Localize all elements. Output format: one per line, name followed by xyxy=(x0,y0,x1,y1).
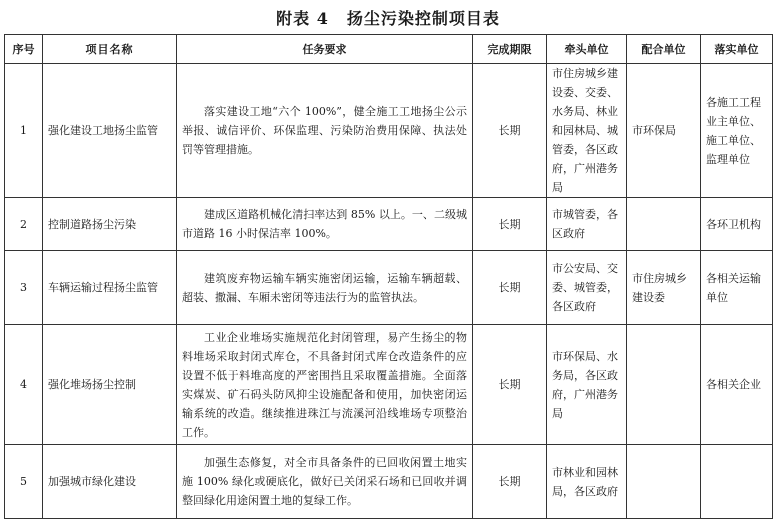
header-implement: 落实单位 xyxy=(701,35,773,64)
row-name: 强化建设工地扬尘监管 xyxy=(43,64,177,198)
header-cooperate: 配合单位 xyxy=(627,35,701,64)
row-lead: 市公安局、交委、城管委，各区政府 xyxy=(547,251,627,325)
row-index: 2 xyxy=(5,198,43,251)
header-lead: 牵头单位 xyxy=(547,35,627,64)
row-name: 强化堆场扬尘控制 xyxy=(43,325,177,445)
row-period: 长期 xyxy=(473,64,547,198)
table-row xyxy=(5,64,773,198)
table-row xyxy=(5,445,773,519)
row-implement xyxy=(701,445,773,519)
row-cooperate: 市住房城乡建设委 xyxy=(627,251,701,325)
row-cooperate xyxy=(627,325,701,445)
row-requirement: 建成区道路机械化清扫率达到 85% 以上。一、二级城市道路 16 小时保洁率 100%。 xyxy=(177,198,473,251)
title-prefix: 附表 4 xyxy=(276,9,329,28)
header-period: 完成期限 xyxy=(473,35,547,64)
page-title xyxy=(0,6,776,29)
row-cooperate xyxy=(627,445,701,519)
header-index: 序号 xyxy=(5,35,43,64)
row-cooperate: 市环保局 xyxy=(627,64,701,198)
table-row xyxy=(5,198,773,251)
row-implement: 各环卫机构 xyxy=(701,198,773,251)
header-requirement: 任务要求 xyxy=(177,35,473,64)
row-name: 控制道路扬尘污染 xyxy=(43,198,177,251)
row-period: 长期 xyxy=(473,325,547,445)
row-index: 5 xyxy=(5,445,43,519)
row-index: 1 xyxy=(5,64,43,198)
row-requirement: 落实建设工地“六个 100%”，健全施工工地扬尘公示举报、诚信评价、环保监理、污染防治费用保障、执法处罚等管理措施。 xyxy=(177,64,473,198)
row-period: 长期 xyxy=(473,445,547,519)
row-index: 3 xyxy=(5,251,43,325)
row-period: 长期 xyxy=(473,198,547,251)
row-implement: 各相关运输单位 xyxy=(701,251,773,325)
title-main: 扬尘污染控制项目表 xyxy=(346,9,500,28)
project-table xyxy=(4,34,773,519)
header-name: 项目名称 xyxy=(43,35,177,64)
row-lead: 市环保局、水务局，各区政府，广州港务局 xyxy=(547,325,627,445)
row-lead: 市住房城乡建设委、交委、水务局、林业和园林局、城管委，各区政府，广州港务局 xyxy=(547,64,627,198)
row-index: 4 xyxy=(5,325,43,445)
row-implement: 各施工工程业主单位、施工单位、监理单位 xyxy=(701,64,773,198)
row-name: 加强城市绿化建设 xyxy=(43,445,177,519)
table-row xyxy=(5,325,773,445)
row-period: 长期 xyxy=(473,251,547,325)
table-header-row xyxy=(5,35,773,64)
row-requirement: 加强生态修复，对全市具备条件的已回收闲置土地实施 100% 绿化或硬底化，做好已关闭采石场和已回收并调整回绿化用途闲置土地的复绿工作。 xyxy=(177,445,473,519)
row-cooperate xyxy=(627,198,701,251)
row-name: 车辆运输过程扬尘监管 xyxy=(43,251,177,325)
row-requirement: 建筑废弃物运输车辆实施密闭运输，运输车辆超载、超装、撒漏、车厢未密闭等违法行为的监管执法。 xyxy=(177,251,473,325)
row-requirement: 工业企业堆场实施规范化封闭管理，易产生扬尘的物料堆场采取封闭式库仓，不具备封闭式库仓改造条件的应设置不低于料堆高度的严密围挡且采取覆盖措施。全面落实煤炭、矿石码头防风抑尘设施配备和使用，加快密闭运输系统的改造。继续推进珠江与流溪河沿线堆场专项整治工作。 xyxy=(177,325,473,445)
row-implement: 各相关企业 xyxy=(701,325,773,445)
row-lead: 市林业和园林局，各区政府 xyxy=(547,445,627,519)
row-lead: 市城管委，各区政府 xyxy=(547,198,627,251)
table-row xyxy=(5,251,773,325)
